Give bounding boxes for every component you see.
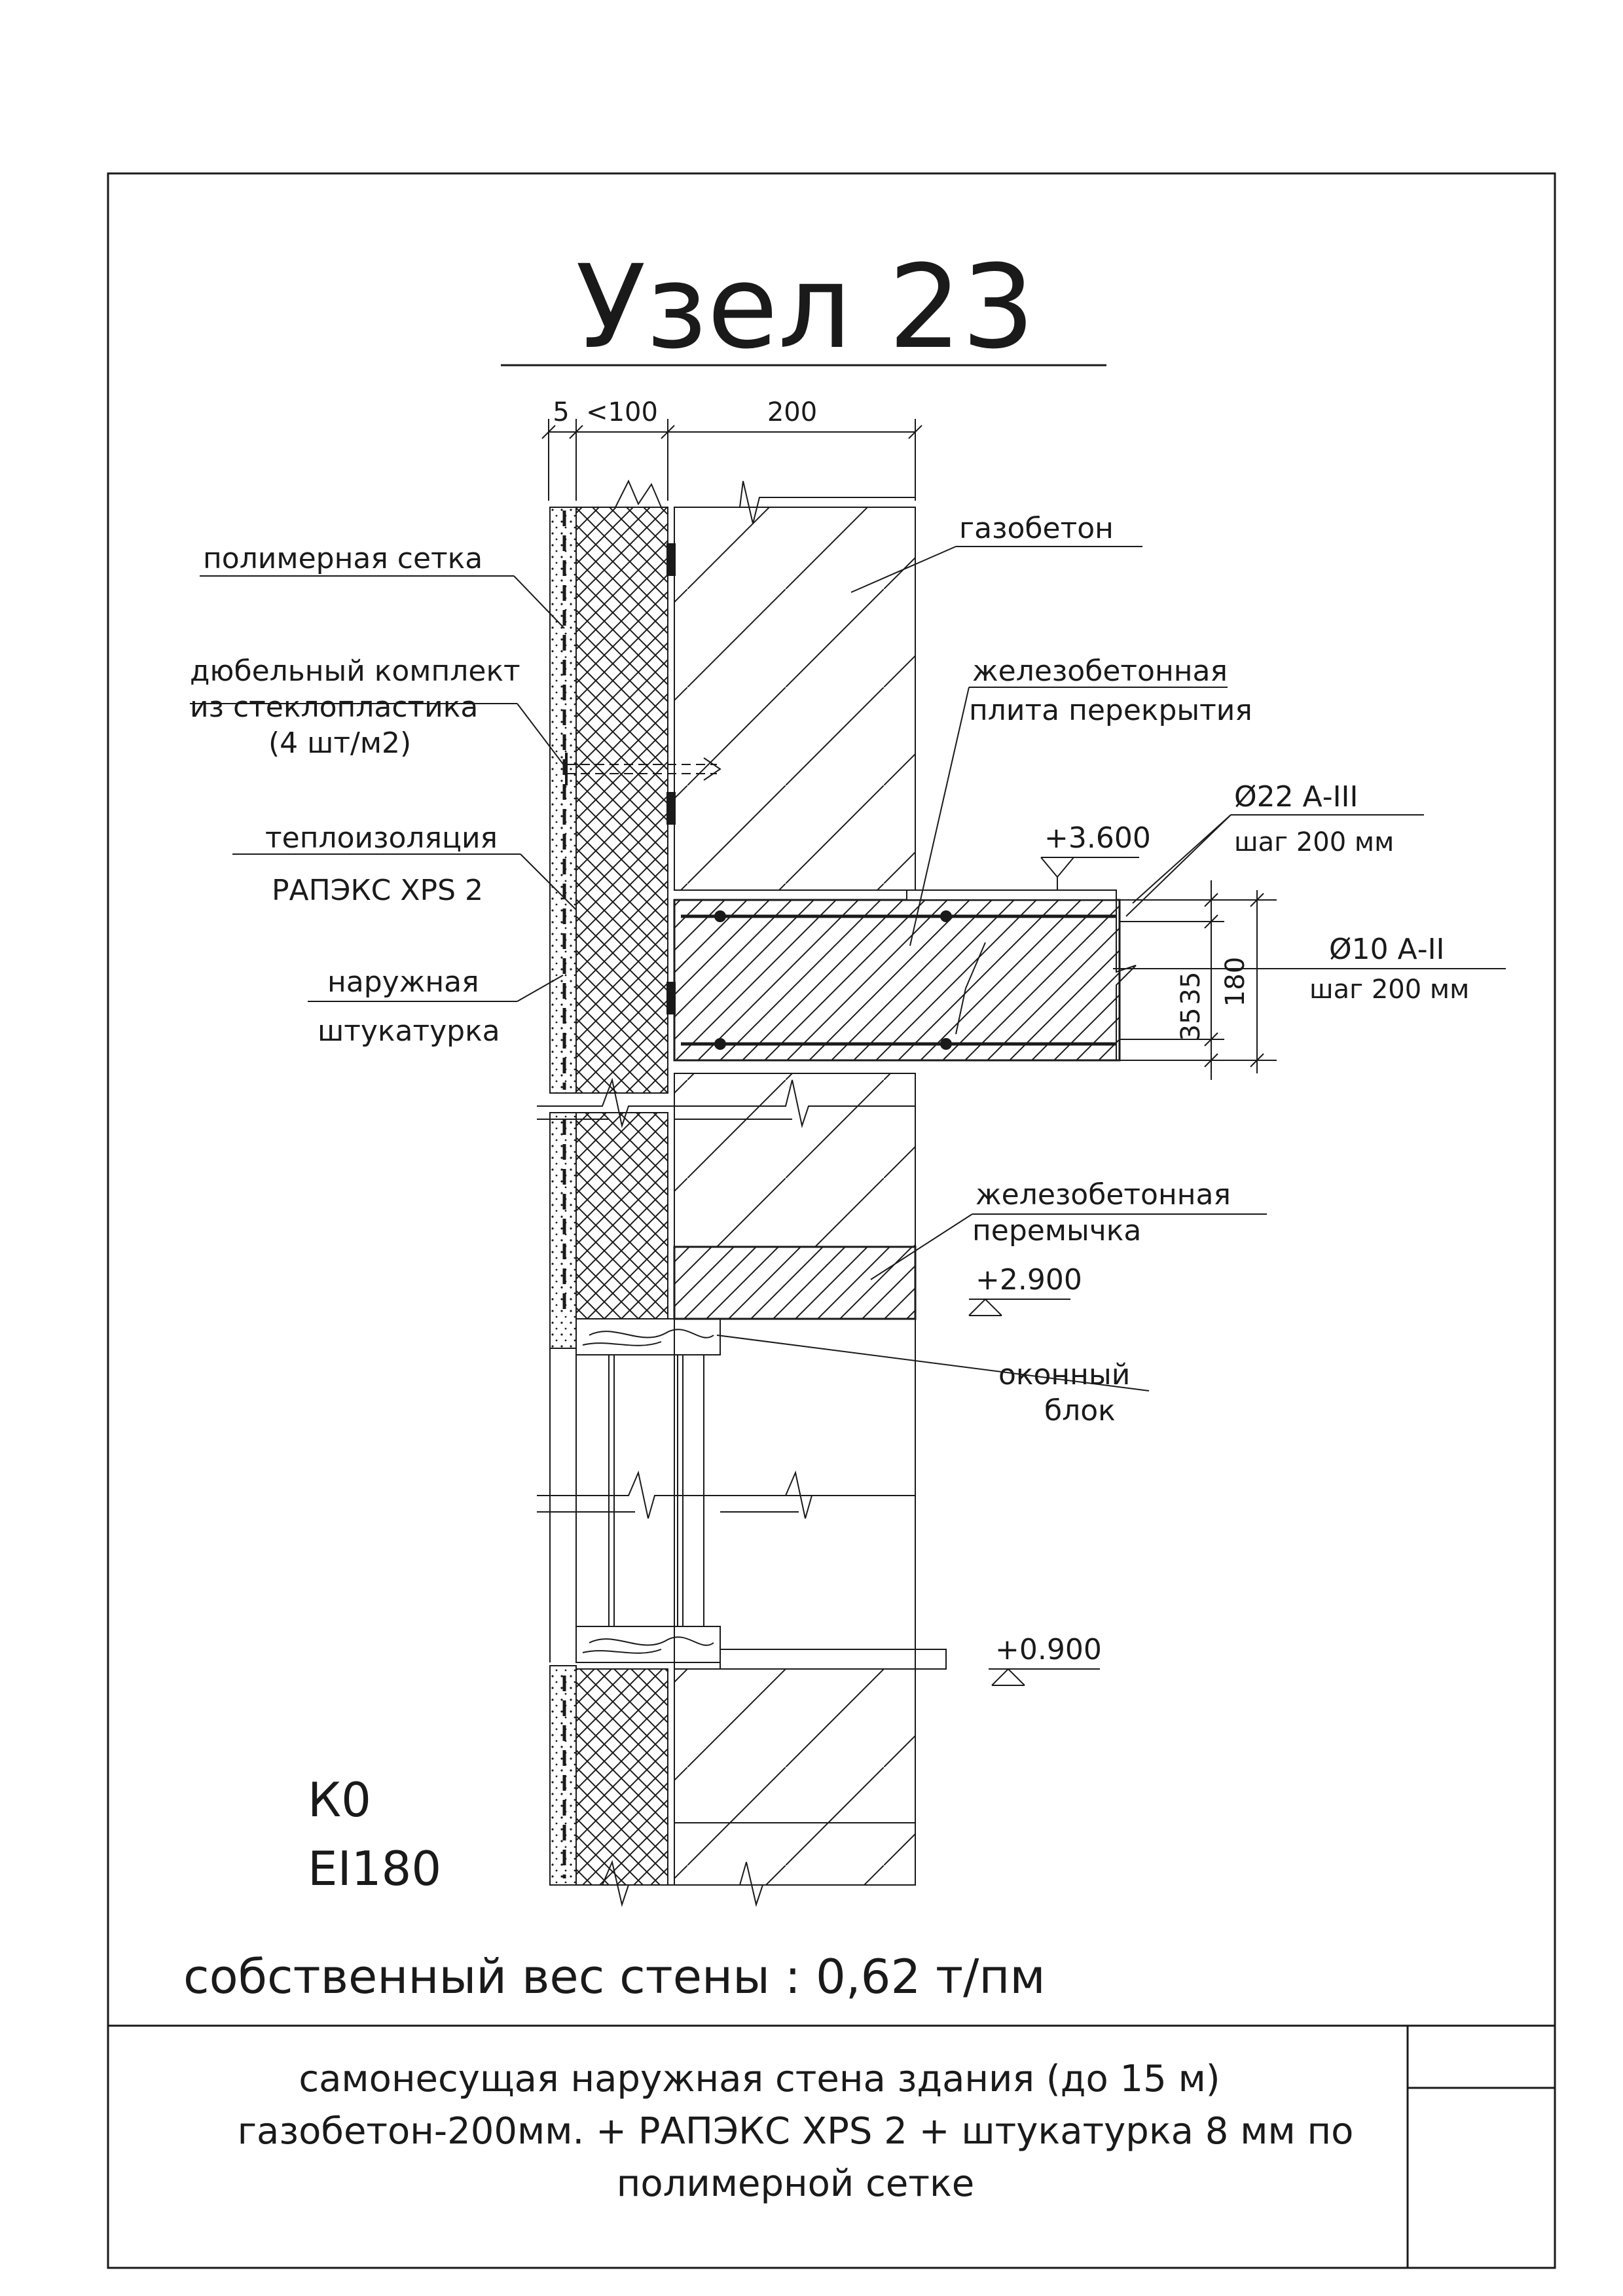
- adhesive-pad-1: [666, 543, 676, 576]
- label-insulation-1: теплоизоляция: [265, 821, 498, 855]
- label-dowel-2: из стеклопластика: [190, 691, 479, 724]
- dim-insulation: <100: [586, 397, 658, 427]
- level-sill: +0.900: [995, 1633, 1102, 1666]
- dim-wall: 200: [767, 397, 818, 427]
- aerated-concrete-wall-below-slab: [674, 1073, 915, 1247]
- dim-plaster: 5: [553, 397, 570, 427]
- label-dowel-3: (4 шт/м2): [268, 726, 412, 760]
- rebar-dot-1: [714, 910, 726, 922]
- adhesive-pad-2: [666, 792, 676, 825]
- rebar-dot-4: [940, 1038, 952, 1050]
- label-lintel-2: перемычка: [972, 1214, 1142, 1247]
- dim-slab-cover-top: 35: [1176, 971, 1206, 1005]
- label-rebar-top-1: Ø22 А-III: [1234, 780, 1359, 814]
- reinforced-concrete-lintel: [674, 1247, 915, 1319]
- label-plaster-2: штукатурка: [318, 1014, 500, 1048]
- label-rebar-top-2: шаг 200 мм: [1234, 827, 1395, 857]
- insulation-layer-lower: [576, 1669, 668, 1885]
- label-lintel-1: железобетонная: [976, 1178, 1231, 1211]
- label-window-2: блок: [1044, 1394, 1116, 1427]
- insulation-layer-upper: [576, 507, 668, 1093]
- stamp-line1: самонесущая наружная стена здания (до 15 м): [299, 2058, 1220, 2100]
- fire-class-line2: EI180: [308, 1841, 442, 1896]
- label-insulation-2: РАПЭКС XPS 2: [272, 874, 483, 907]
- window-block: [550, 1319, 720, 1662]
- fire-class-line1: К0: [308, 1772, 371, 1827]
- insulation-layer-middle: [576, 1113, 668, 1319]
- aerated-concrete-wall-upper: [674, 507, 915, 890]
- window-sill: [720, 1649, 946, 1669]
- rebar-dot-3: [714, 1038, 726, 1050]
- label-aerated-concrete: газобетон: [959, 512, 1114, 545]
- left-leaders: [190, 576, 576, 1001]
- wall-weight-note: собственный вес стены : 0,62 т/пм: [183, 1949, 1046, 2004]
- label-slab-2: плита перекрытия: [969, 694, 1252, 727]
- break-lines-window: [537, 1473, 915, 1518]
- level-slab: +3.600: [1044, 821, 1151, 855]
- reinforced-concrete-slab: [674, 900, 1120, 1060]
- rebar-dot-2: [940, 910, 952, 922]
- aerated-concrete-wall-lower: [674, 1669, 915, 1885]
- stamp-line2: газобетон-200мм. + РАПЭКС XPS 2 + штукатурка 8 мм по: [237, 2110, 1354, 2153]
- dim-slab-cover-bottom: 35: [1176, 1007, 1206, 1041]
- label-mesh: полимерная сетка: [203, 542, 483, 575]
- label-rebar-bottom-2: шаг 200 мм: [1309, 975, 1470, 1005]
- label-plaster-1: наружная: [327, 965, 479, 999]
- stamp-line3: полимерной сетке: [616, 2162, 975, 2205]
- slab-top-band: [907, 890, 1116, 900]
- label-rebar-bottom-1: Ø10 А-II: [1329, 933, 1445, 966]
- top-dimensions: [542, 419, 922, 501]
- dim-slab-thickness: 180: [1220, 956, 1250, 1007]
- label-dowel-1: дюбельный комплект: [190, 655, 520, 688]
- label-slab-1: железобетонная: [972, 655, 1228, 688]
- drawing-title: Узел 23: [575, 240, 1035, 374]
- label-window-1: оконный: [998, 1358, 1131, 1391]
- level-lintel: +2.900: [976, 1263, 1082, 1297]
